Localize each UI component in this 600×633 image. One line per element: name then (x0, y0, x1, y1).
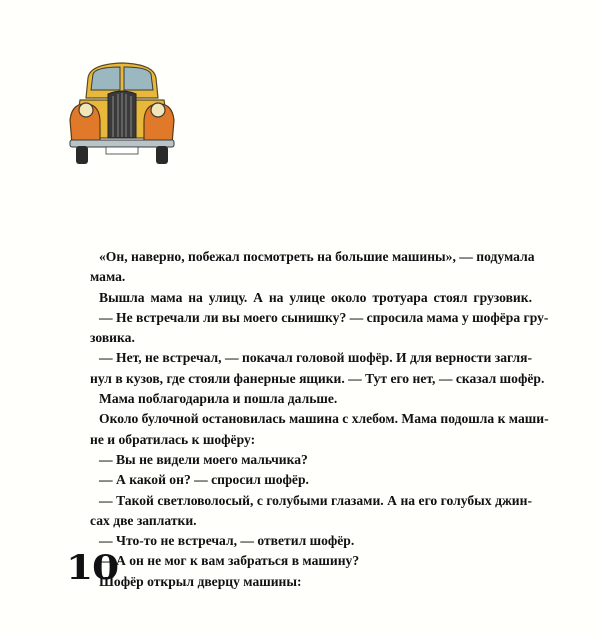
story-text (90, 247, 549, 592)
text-line: — А какой он? — спросил шофёр. (99, 472, 309, 488)
text-line: — Нет, не встречал, — покачал головой шофёр. И для верности загля- (99, 350, 532, 366)
text-line: Около булочной остановилась машина с хлебом. Мама подошла к маши- (99, 411, 549, 427)
text-line: нул в кузов, где стояли фанерные ящики. — Тут его нет, — сказал шофёр. (90, 370, 545, 386)
text-line: не и обратилась к шофёру: (90, 431, 256, 447)
yellow-vintage-car-icon (66, 58, 178, 168)
page-number: 10 (66, 548, 119, 588)
text-line: Шофёр открыл дверцу машины: (99, 573, 302, 589)
text-line: «Он, наверно, побежал посмотреть на большие машины», — подумала (99, 249, 535, 264)
text-line: зовика. (90, 330, 135, 346)
text-line: мама. (90, 269, 126, 285)
text-line: — А он не мог к вам забраться в машину? (99, 553, 360, 569)
text-line: — Не встречали ли вы моего сынишку? — спросила мама у шофёра гру- (99, 309, 549, 325)
text-line: Мама поблагодарила и пошла дальше. (99, 391, 338, 407)
text-line: — Такой светловолосый, с голубыми глазами. А на его голубых джин- (99, 492, 532, 508)
text-line: сах две заплатки. (90, 512, 197, 528)
text-line: — Вы не видели моего мальчика? (99, 451, 308, 467)
text-line: — Что-то не встречал, — ответил шофёр. (99, 533, 355, 549)
text-line: Вышла мама на улицу. А на улице около тротуара стоял грузовик. (99, 289, 532, 305)
